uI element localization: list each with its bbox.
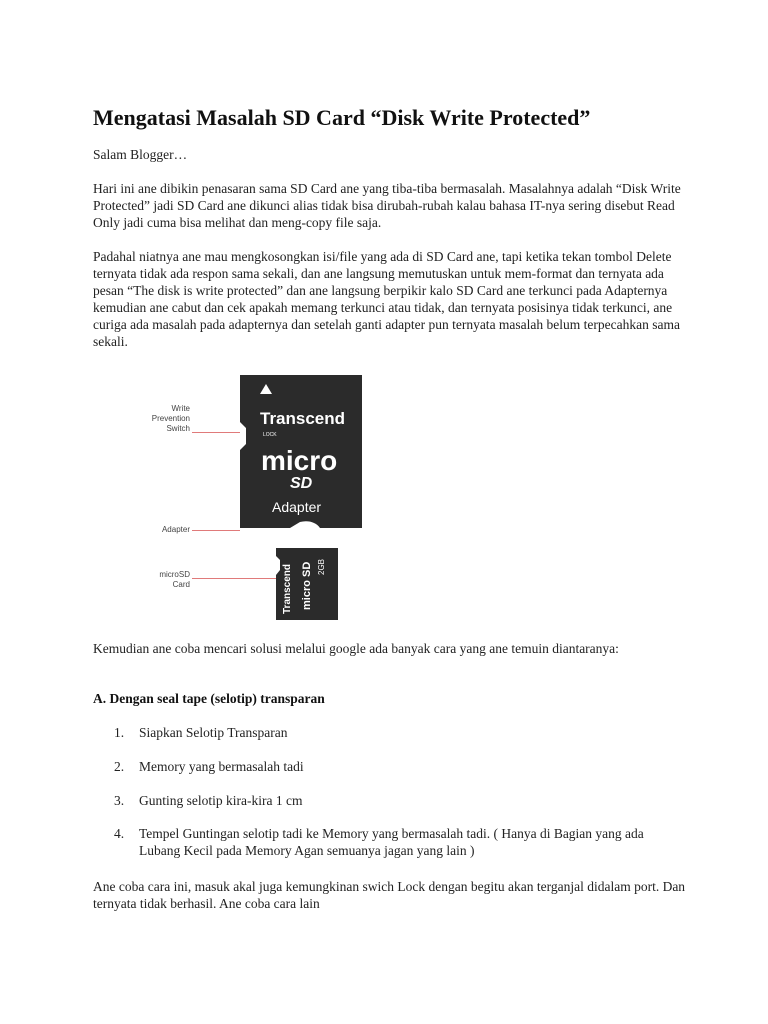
microsd-capacity-text: 2GB: [317, 558, 326, 575]
method-a-heading: A. Dengan seal tape (selotip) transparan: [93, 691, 325, 706]
callout-line-microsd: [192, 578, 276, 579]
problem-paragraph: Padahal niatnya ane mau mengkosongkan isi/file yang ada di SD Card ane, tapi ketika tekan tombol Delete ternyata tidak ada respon sama sekali, dan ane langsung memutuskan untuk mem-format dan ternyata ada pesan “The disk is write protected” dan ane langsung berpikir kalo SD Card ane terkunci pada Adapternya kemudian ane cabut dan cek apakah memang terkunci atau tidak, dan ternyata posisinya tidak terkunci, ane curiga ada masalah pada adapternya dan setelah ganti adapter pun ternyata masalah belum terpecahkan sama sekali.: [93, 249, 680, 349]
sd-card-figure: [140, 370, 380, 630]
callout-microsd-card: microSD Card: [159, 570, 190, 589]
step-number: 2.: [114, 759, 125, 774]
adapter-label-text: Adapter: [272, 499, 322, 515]
intro-paragraph: Hari ini ane dibikin penasaran sama SD Card ane yang tiba-tiba bermasalah. Masalahnya adalah “Disk Write Protected” jadi SD Card ane dikunci alias tidak bisa dirubah-rubah kalau bahasa IT-nya sering disebut Read Only jadi cuma bisa melihat dan meng-copy file saja.: [93, 181, 681, 230]
step-number: 3.: [114, 793, 125, 808]
callout-write-prevention-switch: Write Prevention Switch: [151, 404, 190, 433]
microsd-brand-text: Transcend: [282, 563, 293, 614]
callout-adapter: Adapter: [161, 525, 190, 534]
step-text: Siapkan Selotip Transparan: [139, 725, 288, 740]
callout-line-adapter: [192, 530, 240, 531]
adapter-micro-logo: micro: [261, 445, 338, 476]
microsd-logo-text: micro SD: [301, 561, 313, 610]
adapter-brand-text: Transcend: [260, 409, 346, 428]
step-text: Tempel Guntingan selotip tadi ke Memory yang bermasalah tadi. ( Hanya di Bagian yang ada Lubang Kecil pada Memory Agan semuanya jagan yang lain ): [139, 826, 644, 858]
search-paragraph: Kemudian ane coba mencari solusi melalui google ada banyak cara yang ane temuin diantaranya:: [93, 641, 619, 656]
greeting-paragraph: Salam Blogger…: [93, 147, 188, 162]
adapter-lock-text: LOCK: [263, 432, 277, 438]
step-number: 1.: [114, 725, 125, 740]
callout-line-switch: [192, 432, 240, 433]
adapter-sd-logo: SD: [290, 475, 313, 492]
conclusion-paragraph: Ane coba cara ini, masuk akal juga kemungkinan swich Lock dengan begitu akan terganjal didalam port. Dan ternyata tidak berhasil. Ane coba cara lain: [93, 879, 686, 911]
step-number: 4.: [114, 826, 125, 841]
step-text: Gunting selotip kira-kira 1 cm: [139, 793, 303, 808]
step-text: Memory yang bermasalah tadi: [139, 759, 304, 774]
article-title: Mengatasi Masalah SD Card “Disk Write Protected”: [93, 105, 591, 130]
